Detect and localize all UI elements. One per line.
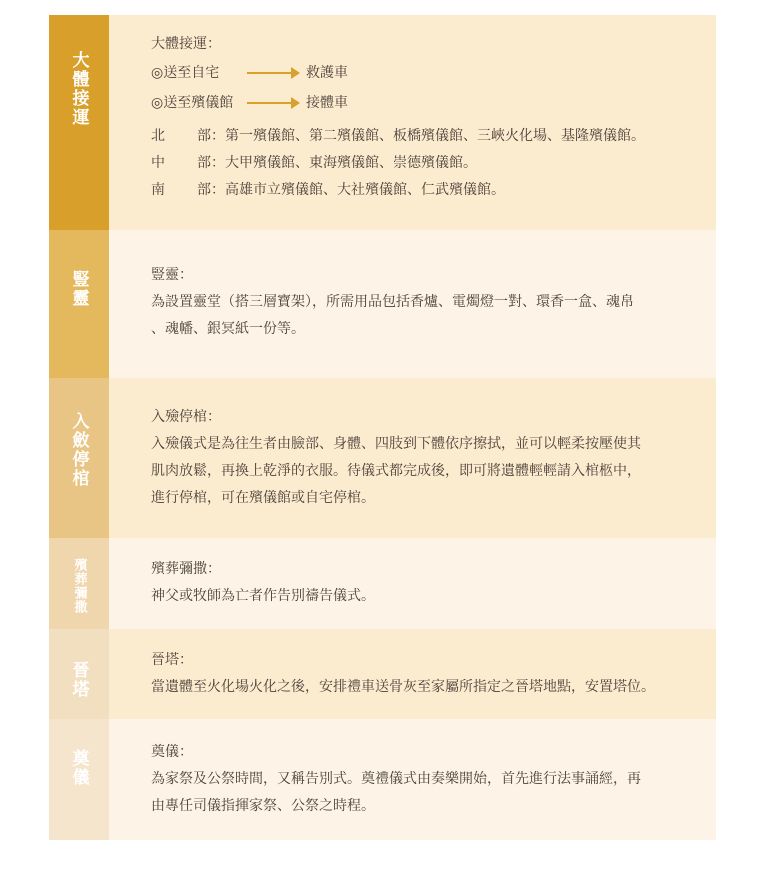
arrow-icon [247, 72, 297, 74]
region-name: 南 [151, 182, 165, 198]
step-row [49, 538, 716, 629]
region-line [151, 177, 716, 204]
step-content [109, 230, 716, 378]
step-text-line: 進行停棺，可在殯儀館或自宅停棺。 [151, 490, 375, 506]
step-label [49, 538, 109, 629]
step-title: 奠儀： [151, 744, 193, 760]
step-title: 殯葬彌撒： [151, 561, 221, 577]
step-text-line: 入殮儀式是為往生者由臉部、身體、四肢到下體依序擦拭，並可以輕柔按壓使其 [151, 436, 641, 452]
region-text: 部：第一殯儀館、第二殯儀館、板橋殯儀館、三峽火化場、基隆殯儀館。 [197, 128, 645, 144]
step-label-text: 晉塔 [68, 661, 89, 699]
step-row [49, 15, 716, 230]
transfer-line [151, 88, 716, 118]
step-label [49, 230, 109, 378]
region-line [151, 123, 716, 150]
step-text-line: 當遺體至火化場火化之後，安排禮車送骨灰至家屬所指定之晉塔地點，安置塔位。 [151, 679, 655, 695]
funeral-process-steps [49, 15, 716, 840]
region-line [151, 150, 716, 177]
step-content [109, 15, 716, 230]
step-label [49, 719, 109, 840]
step-label [49, 629, 109, 719]
step-row [49, 719, 716, 840]
step-content [109, 719, 716, 840]
step-label-text: 入斂停棺 [68, 412, 89, 488]
step-text-line: 由專任司儀指揮家祭、公祭之時程。 [151, 798, 375, 814]
transfer-to: 救護車 [306, 64, 348, 81]
step-row [49, 378, 716, 538]
region-name: 北 [151, 128, 165, 144]
step-title: 晉塔： [151, 652, 193, 668]
step-content [109, 538, 716, 629]
step-row [49, 629, 716, 719]
step-row [49, 230, 716, 378]
step-text-line: 、魂幡、銀冥紙一份等。 [151, 321, 305, 337]
arrow-icon [247, 102, 297, 104]
transfer-from: ◎送至殯儀館 [151, 94, 234, 111]
step-text-line: 肌肉放鬆，再換上乾淨的衣服。待儀式都完成後，即可將遺體輕輕請入棺柩中， [151, 463, 641, 479]
step-title: 入殮停棺： [151, 409, 221, 425]
step-label-text: 殯葬彌撒 [71, 558, 87, 614]
region-text: 部：高雄市立殯儀館、大社殯儀館、仁武殯儀館。 [197, 182, 505, 198]
step-text-line: 為設置靈堂（搭三層寶架），所需用品包括香爐、電燭燈一對、環香一盒、魂帛 [151, 294, 634, 310]
transfer-from: ◎送至自宅 [151, 64, 220, 81]
step-text-line: 神父或牧師為亡者作告別禱告儀式。 [151, 588, 375, 604]
region-text: 部：大甲殯儀館、東海殯儀館、崇德殯儀館。 [197, 155, 477, 171]
transfer-to: 接體車 [306, 94, 348, 111]
step-label [49, 15, 109, 230]
step-title: 豎靈： [151, 267, 193, 283]
step-text-line: 為家祭及公祭時間，又稱告別式。奠禮儀式由奏樂開始，首先進行法事誦經，再 [151, 771, 641, 787]
step-content [109, 629, 716, 719]
step-label-text: 奠儀 [68, 749, 89, 787]
transfer-line [151, 58, 716, 88]
step-label [49, 378, 109, 538]
region-name: 中 [151, 155, 165, 171]
step-label-text: 大體接運 [68, 51, 89, 127]
step-label-text: 豎靈 [68, 270, 89, 308]
step-title: 大體接運： [151, 36, 221, 52]
step-content [109, 378, 716, 538]
